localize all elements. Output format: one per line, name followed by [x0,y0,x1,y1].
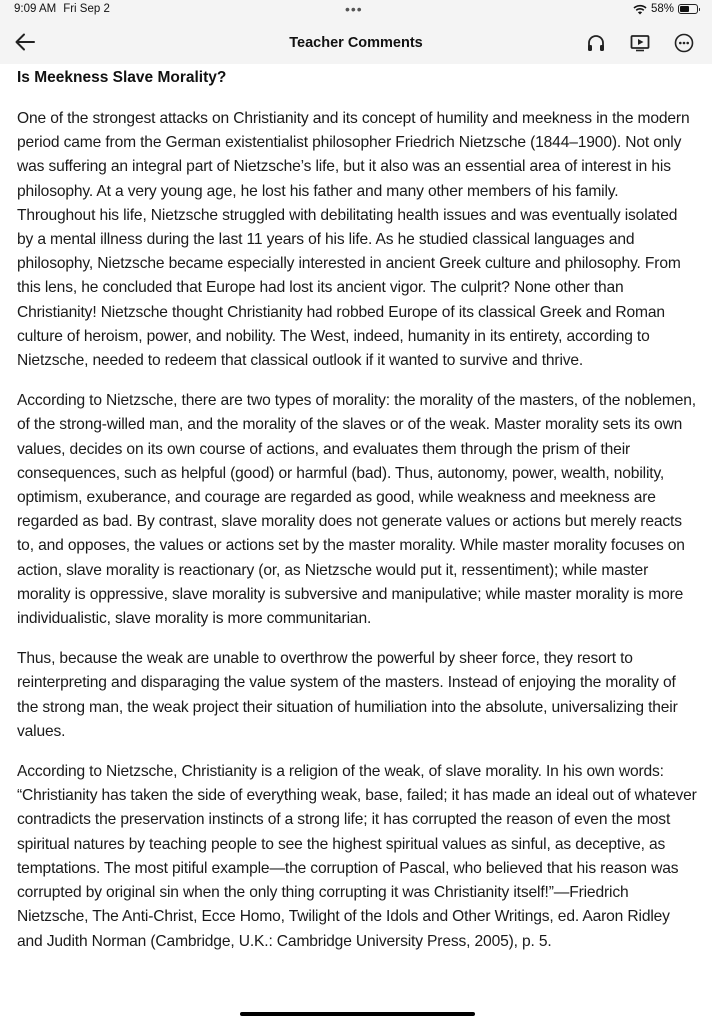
article-paragraph: Thus, because the weak are unable to overthrow the powerful by sheer force, they resort to reinterpreting and disparaging the value system of the masters. Instead of enjoying the morality of the strong man, the weak project their situation of humiliation into the absolute, universalizing their values. [17,650,678,740]
status-time: 9:09 AM [14,3,57,15]
article-paragraph: According to Nietzsche, Christianity is a religion of the weak, of slave morality. In his own words: “Christianity has taken the side of everything weak, base, failed; it has made an ideal out of whatever contradicts the preservation instincts of a strong life; it has corrupted the reason of even the most spiritual natures by teaching people to see the highest spiritual values as sinful, as deceptive, as temptations. The most pitiful example—the corruption of Pascal, who believed that his reason was corrupted by original sin when the only thing corrupting it was Christianity itself!”—Friedrich Nietzsche, The Anti-Christ, Ecce Homo, Twilight of the Idols and Other Writings, ed. Aaron Ridley and Judith Norman (Cambridge, U.K.: Cambridge University Press, 2005), p. 5. [17,763,697,950]
multitasking-dots[interactable]: ••• [345,1,363,17]
home-indicator[interactable] [240,1012,475,1016]
status-date: Fri Sep 2 [63,3,110,15]
article-paragraph: According to Nietzsche, there are two types of morality: the morality of the masters, of the noblemen, of the strong-willed man, and the morality of the slaves or of the weak. Master morality sets its own values, decides on its own course of actions, and evaluates them through the prism of their consequences, such as helpful (good) or harmful (bad). Thus, autonomy, power, wealth, nobility, optimism, exuberance, and courage are regarded as good, while weakness and meekness are regarded as bad. By contrast, slave morality does not generate values or actions but merely reacts to, and opposes, the values or actions set by the master morality. While master morality focuses on action, slave morality is reactionary (or, as Nietzsche would put it, ressentiment); while master morality is oppressive, slave morality is subversive and manipulative; while master morality is more individualistic, slave morality is more communitarian. [17,392,696,628]
page-title: Teacher Comments [289,35,423,51]
status-bar-left [14,3,110,15]
wifi-icon [633,4,647,15]
article [17,64,697,954]
battery-percent: 58% [650,3,674,15]
headphones-icon[interactable] [585,32,607,54]
article-paragraph: One of the strongest attacks on Christianity and its concept of humility and meekness in the modern period came from the German existentialist philosopher Friedrich Nietzsche (1844–1900). Not only was suffering an integral part of Nietzsche’s life, but it also was an essential area of interest in his philosophy. At a very young age, he lost his father and many other members of his family. Throughout his life, Nietzsche struggled with debilitating health issues and was eventually isolated by a mental illness during the last 11 years of his life. As he studied classical languages and philosophy, Nietzsche became especially interested in ancient Greek culture and philosophy. From this lens, he concluded that Europe had lost its ancient vigor. The culprit? None other than Christianity! Nietzsche thought Christianity had robbed Europe of its classical Greek and Roman culture of heroism, power, and nobility. The West, indeed, humanity in its entirety, according to Nietzsche, needed to redeem that classical outlook if it wanted to survive and thrive. [17,110,690,370]
more-options-icon[interactable] [673,32,695,54]
status-bar-right [633,3,698,15]
play-screen-icon[interactable] [629,32,651,54]
article-heading: Is Meekness Slave Morality? [17,69,227,86]
battery-icon [678,4,698,14]
top-bar [0,0,712,64]
